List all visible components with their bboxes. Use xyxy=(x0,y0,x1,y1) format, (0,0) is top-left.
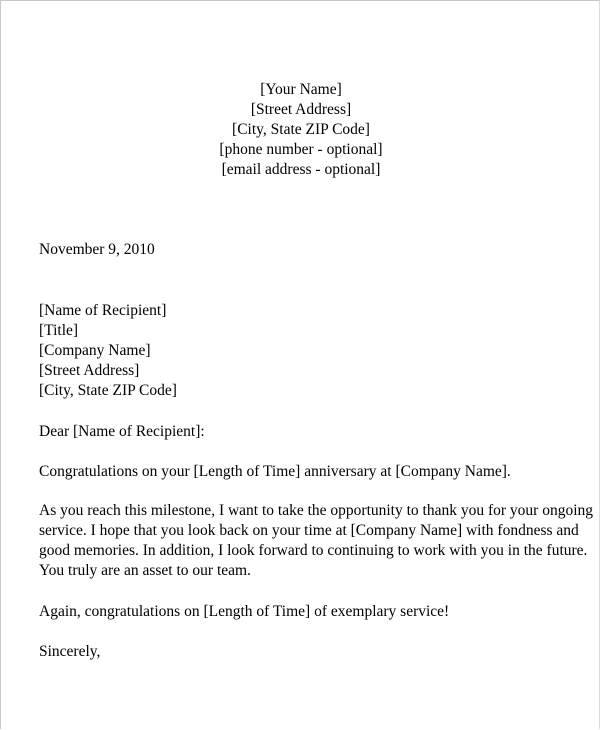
paragraph-milestone xyxy=(39,501,594,581)
recipient-title: [Title] xyxy=(39,322,79,339)
letter-date: November 9, 2010 xyxy=(39,241,155,258)
sender-address-block xyxy=(1,80,600,180)
sender-name: [Your Name] xyxy=(260,81,342,98)
recipient-address-block xyxy=(39,301,177,401)
paragraph-line: good memories. In addition, I look forward to continuing to work with you in the future. xyxy=(39,542,588,559)
paragraph-line: You truly are an asset to our team. xyxy=(39,562,251,579)
recipient-city: [City, State ZIP Code] xyxy=(39,382,177,399)
recipient-company: [Company Name] xyxy=(39,342,151,359)
paragraph-again: Again, congratulations on [Length of Time] of exemplary service! xyxy=(39,603,450,620)
paragraph-line: service. I hope that you look back on your time at [Company Name] with fondness and xyxy=(39,522,579,539)
sender-phone: [phone number - optional] xyxy=(219,141,383,158)
sender-street: [Street Address] xyxy=(250,101,352,118)
paragraph-line: As you reach this milestone, I want to take the opportunity to thank you for your ongoing xyxy=(39,502,594,519)
sender-email: [email address - optional] xyxy=(221,161,381,178)
sender-city: [City, State ZIP Code] xyxy=(232,121,370,138)
closing: Sincerely, xyxy=(39,643,101,660)
salutation: Dear [Name of Recipient]: xyxy=(39,423,205,440)
recipient-name: [Name of Recipient] xyxy=(39,302,167,319)
paragraph-congratulations: Congratulations on your [Length of Time] anniversary at [Company Name]. xyxy=(39,463,511,480)
recipient-street: [Street Address] xyxy=(39,362,140,379)
